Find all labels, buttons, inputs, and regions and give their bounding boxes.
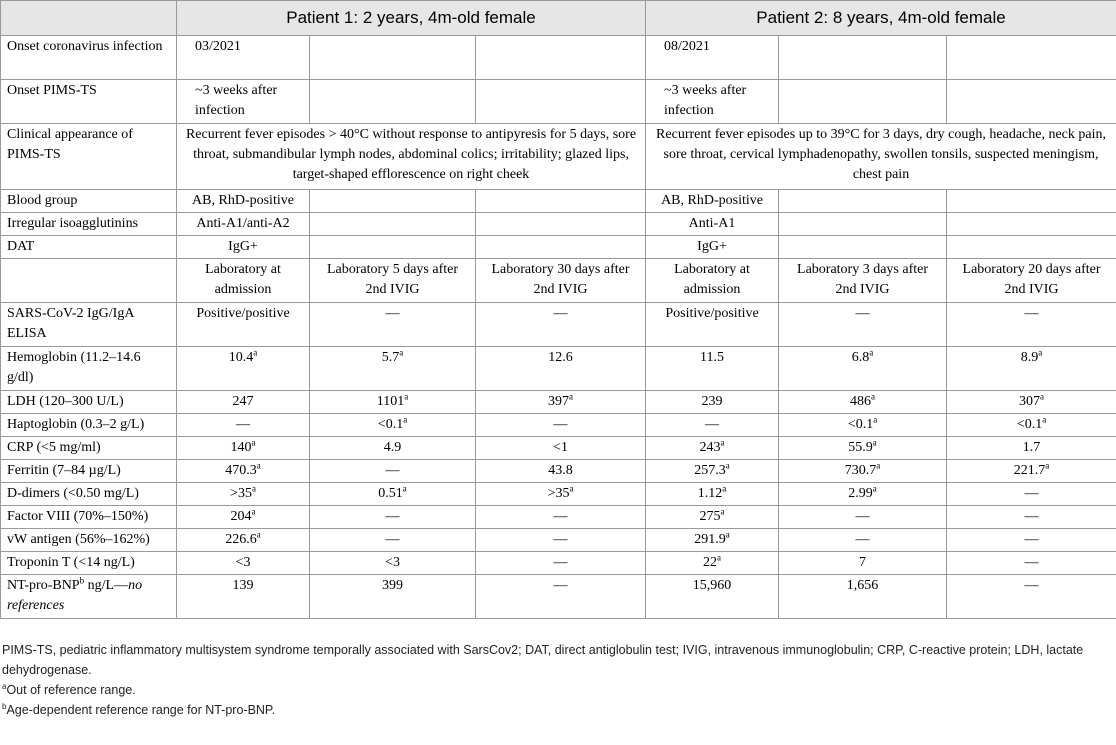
lab-value-cell — [310, 303, 476, 347]
lab-value-cell — [947, 303, 1116, 347]
footnote-b — [2, 700, 1112, 720]
lab-header-p2-day3: Laboratory 3 days after 2nd IVIG — [779, 259, 947, 303]
row-label-italic: no references — [7, 578, 143, 613]
table-row — [1, 483, 1116, 506]
lab-value: — — [1024, 509, 1039, 524]
header-row — [1, 1, 1116, 36]
cell-empty — [476, 213, 646, 236]
row-label-text: Troponin T (<14 ng/L) — [7, 555, 135, 570]
table-row — [1, 190, 1116, 213]
row-label: Blood group — [1, 190, 177, 213]
lab-header-p1-day5: Laboratory 5 days after 2nd IVIG — [310, 259, 476, 303]
lab-value: 226.6 — [225, 532, 257, 547]
cell-p1: ~3 weeks after infection — [177, 80, 310, 124]
lab-value-cell — [779, 437, 947, 460]
row-label — [1, 303, 177, 347]
lab-value: — — [705, 417, 720, 432]
lab-value: 22 — [703, 555, 718, 570]
lab-value: 2.99 — [848, 486, 873, 501]
lab-value-sup: a — [872, 483, 877, 494]
lab-value: — — [855, 532, 870, 547]
lab-value-cell — [310, 347, 476, 391]
lab-value-cell — [177, 506, 310, 529]
lab-value: 5.7 — [381, 350, 400, 365]
row-label — [1, 506, 177, 529]
lab-value: — — [385, 306, 400, 321]
lab-value-cell — [177, 414, 310, 437]
lab-value-cell — [476, 303, 646, 347]
lab-header-p1-day30: Laboratory 30 days after 2nd IVIG — [476, 259, 646, 303]
lab-value-cell — [779, 552, 947, 575]
lab-value-sup: a — [722, 483, 727, 494]
lab-value: 6.8 — [851, 350, 870, 365]
lab-value: <0.1 — [377, 417, 404, 432]
lab-value-sup: a — [725, 460, 730, 471]
table-row — [1, 460, 1116, 483]
cell-p2: ~3 weeks after infection — [646, 80, 779, 124]
row-label-text: vW antigen (56%–162%) — [7, 532, 150, 547]
cell-empty — [1, 259, 177, 303]
row-label — [1, 437, 177, 460]
cell-empty — [476, 36, 646, 80]
lab-value-sup: a — [404, 391, 409, 402]
table-footnotes — [2, 640, 1112, 720]
lab-value-sup: a — [251, 483, 256, 494]
lab-value-cell — [646, 529, 779, 552]
lab-header-p1-admission: Laboratory at admission — [177, 259, 310, 303]
footnote-a-text: Out of reference range. — [6, 683, 136, 697]
table-row — [1, 437, 1116, 460]
lab-value: 55.9 — [848, 440, 873, 455]
cell-empty — [779, 80, 947, 124]
lab-value-sup: a — [402, 483, 407, 494]
table-row — [1, 303, 1116, 347]
footnote-a-mark: a — [2, 681, 7, 691]
lab-value-sup: a — [1045, 460, 1050, 471]
lab-value-cell — [779, 414, 947, 437]
lab-value-cell — [779, 347, 947, 391]
cell-empty — [310, 236, 476, 259]
cell-empty — [947, 36, 1116, 80]
cell-empty — [947, 190, 1116, 213]
lab-value: 10.4 — [228, 350, 254, 365]
lab-value: 247 — [232, 394, 254, 409]
table-row — [1, 124, 1116, 190]
lab-value: Positive/positive — [196, 306, 290, 321]
lab-value-cell — [947, 506, 1116, 529]
row-label: Clinical appearance of PIMS-TS — [1, 124, 177, 190]
lab-value-cell — [177, 552, 310, 575]
row-label — [1, 483, 177, 506]
lab-header-p2-day20: Laboratory 20 days after 2nd IVIG — [947, 259, 1116, 303]
lab-value: — — [855, 306, 870, 321]
cell-empty — [310, 213, 476, 236]
cell-empty — [779, 236, 947, 259]
row-label-text: Haptoglobin (0.3–2 g/L) — [7, 417, 145, 432]
lab-value-cell — [476, 506, 646, 529]
lab-value-sup: a — [253, 347, 258, 358]
lab-value-cell — [947, 483, 1116, 506]
lab-value-cell — [177, 303, 310, 347]
lab-value-cell — [476, 552, 646, 575]
lab-value-cell — [310, 575, 476, 619]
row-label-text: Hemoglobin (11.2–14.6 g/dl) — [7, 350, 141, 385]
cell-empty — [779, 190, 947, 213]
table-row — [1, 347, 1116, 391]
lab-value-cell — [476, 460, 646, 483]
cell-empty — [476, 190, 646, 213]
row-label-sup: b — [79, 575, 85, 586]
lab-value: 257.3 — [694, 463, 726, 478]
cell-p2: 08/2021 — [646, 36, 779, 80]
lab-value-cell — [779, 483, 947, 506]
lab-value: 730.7 — [844, 463, 877, 478]
lab-value: 470.3 — [225, 463, 257, 478]
lab-value-cell — [310, 437, 476, 460]
lab-value-sup: a — [256, 460, 261, 471]
row-label: Onset PIMS-TS — [1, 80, 177, 124]
lab-value: — — [385, 509, 400, 524]
lab-value-sup: a — [251, 437, 256, 448]
lab-value-sup: a — [717, 552, 722, 563]
table-row — [1, 391, 1116, 414]
lab-value: 15,960 — [692, 578, 732, 593]
row-label: Irregular isoagglutinins — [1, 213, 177, 236]
lab-value-cell — [646, 483, 779, 506]
lab-value-cell — [476, 391, 646, 414]
lab-value: — — [385, 463, 400, 478]
lab-value-sup: a — [569, 391, 573, 402]
lab-value-cell — [947, 414, 1116, 437]
lab-value: — — [855, 509, 870, 524]
row-label — [1, 414, 177, 437]
lab-value-cell — [779, 529, 947, 552]
lab-header-p2-admission: Laboratory at admission — [646, 259, 779, 303]
table-row — [1, 236, 1116, 259]
lab-value-cell — [947, 347, 1116, 391]
lab-value: <1 — [553, 440, 568, 455]
lab-value: 399 — [382, 578, 403, 593]
cell-empty — [310, 36, 476, 80]
lab-value: — — [1024, 486, 1039, 501]
lab-value-cell — [476, 414, 646, 437]
row-label-text: CRP (<5 mg/ml) — [7, 440, 101, 455]
cell-empty — [476, 80, 646, 124]
row-label: DAT — [1, 236, 177, 259]
lab-value-sup: a — [873, 414, 878, 425]
lab-value: 1,656 — [846, 578, 879, 593]
row-label-text: Ferritin (7–84 µg/L) — [7, 463, 121, 478]
cell-p1: AB, RhD-positive — [177, 190, 310, 213]
lab-value: — — [553, 306, 568, 321]
cell-empty — [310, 80, 476, 124]
lab-value-cell — [177, 460, 310, 483]
lab-value: 204 — [230, 509, 252, 524]
lab-value: 486 — [850, 394, 872, 409]
lab-value: 221.7 — [1013, 463, 1046, 478]
lab-value: — — [1024, 532, 1039, 547]
cell-empty — [310, 190, 476, 213]
footnote-a — [2, 680, 1112, 700]
lab-value-cell — [779, 303, 947, 347]
row-label — [1, 460, 177, 483]
lab-value-cell — [177, 575, 310, 619]
lab-value-cell — [310, 460, 476, 483]
row-label-text: SARS-CoV-2 IgG/IgA ELISA — [7, 306, 134, 341]
header-patient1: Patient 1: 2 years, 4m-old female — [177, 1, 646, 36]
lab-value-cell — [177, 347, 310, 391]
lab-value: — — [553, 578, 568, 593]
cell-empty — [947, 213, 1116, 236]
lab-value: 239 — [701, 394, 723, 409]
lab-header-row — [1, 259, 1116, 303]
lab-value-cell — [646, 460, 779, 483]
lab-value: 1.12 — [697, 486, 723, 501]
lab-value-sup: a — [403, 414, 408, 425]
lab-value: — — [1024, 306, 1039, 321]
row-label: Onset coronavirus infection — [1, 36, 177, 80]
lab-value-cell — [476, 347, 646, 391]
header-blank — [1, 1, 177, 36]
lab-value: <3 — [385, 555, 400, 570]
lab-value: — — [553, 509, 568, 524]
table-row — [1, 575, 1116, 619]
lab-value: 397 — [548, 394, 569, 409]
lab-value-cell — [947, 391, 1116, 414]
lab-value: 11.5 — [700, 350, 724, 365]
cell-empty — [779, 213, 947, 236]
table-row — [1, 552, 1116, 575]
lab-value-cell — [947, 437, 1116, 460]
lab-value-cell — [476, 575, 646, 619]
lab-value-cell — [310, 529, 476, 552]
row-label-text: NT-pro-BNP — [7, 578, 80, 593]
cell-p1: Anti-A1/anti-A2 — [177, 213, 310, 236]
lab-value: 140 — [230, 440, 252, 455]
lab-value-sup: a — [399, 347, 404, 358]
cell-p1-clinical: Recurrent fever episodes > 40°C without response to antipyresis for 5 days, sore throat, submandibular lymph nodes, abdominal colics; irritability; glazed lips, target-shaped efflorescence on right cheek — [177, 124, 646, 190]
lab-value: — — [236, 417, 250, 432]
lab-value-sup: a — [871, 391, 876, 402]
row-label — [1, 347, 177, 391]
row-label-text: LDH (120–300 U/L) — [7, 394, 124, 409]
lab-value: — — [1024, 578, 1039, 593]
table-row — [1, 414, 1116, 437]
lab-value-cell — [779, 506, 947, 529]
lab-value: — — [553, 532, 568, 547]
lab-value: >35 — [547, 486, 570, 501]
lab-value: 1101 — [376, 394, 405, 409]
lab-value-cell — [310, 506, 476, 529]
lab-value: — — [553, 417, 568, 432]
lab-value: >35 — [230, 486, 252, 501]
lab-value-cell — [476, 483, 646, 506]
lab-value: 43.8 — [548, 463, 573, 478]
lab-value-sup: a — [872, 437, 877, 448]
lab-value: 307 — [1019, 394, 1041, 409]
lab-value-sup: a — [251, 506, 256, 517]
lab-value-sup: a — [256, 529, 261, 540]
lab-value-cell — [310, 391, 476, 414]
lab-value-cell — [646, 347, 779, 391]
lab-value: <0.1 — [847, 417, 874, 432]
cell-p2: AB, RhD-positive — [646, 190, 779, 213]
lab-value-cell — [947, 460, 1116, 483]
lab-value: 291.9 — [694, 532, 726, 547]
cell-empty — [947, 236, 1116, 259]
lab-value-sup: a — [725, 529, 730, 540]
lab-value-sup: a — [876, 460, 881, 471]
table-row — [1, 506, 1116, 529]
cell-empty — [947, 80, 1116, 124]
lab-value-sup: a — [1038, 347, 1043, 358]
lab-value: Positive/positive — [665, 306, 759, 321]
lab-value-cell — [646, 575, 779, 619]
lab-value-sup: a — [720, 437, 725, 448]
lab-value-cell — [947, 575, 1116, 619]
lab-value: — — [553, 555, 568, 570]
lab-value-cell — [947, 552, 1116, 575]
table-row — [1, 529, 1116, 552]
lab-value-cell — [177, 391, 310, 414]
lab-value: <0.1 — [1016, 417, 1043, 432]
lab-value-cell — [779, 575, 947, 619]
lab-value: 12.6 — [548, 350, 573, 365]
table-row — [1, 213, 1116, 236]
lab-value-sup: a — [569, 483, 574, 494]
footnote-b-mark: b — [2, 701, 7, 711]
cell-p1: 03/2021 — [177, 36, 310, 80]
header-patient2: Patient 2: 8 years, 4m-old female — [646, 1, 1116, 36]
lab-value-cell — [310, 414, 476, 437]
lab-value: — — [385, 532, 400, 547]
lab-value-cell — [646, 437, 779, 460]
row-label-text: D-dimers (<0.50 mg/L) — [7, 486, 139, 501]
lab-value: — — [1024, 555, 1039, 570]
lab-value-cell — [646, 506, 779, 529]
footnote-abbreviations: PIMS-TS, pediatric inflammatory multisystem syndrome temporally associated with SarsCov2; DAT, direct antiglobulin test; IVIG, intravenous immunoglobulin; CRP, C-reactive protein; LDH, lactate dehydrogenase. — [2, 643, 1084, 677]
lab-value: 4.9 — [383, 440, 402, 455]
row-label — [1, 529, 177, 552]
lab-value-sup: a — [869, 347, 874, 358]
lab-value-cell — [476, 437, 646, 460]
lab-value: 1.7 — [1022, 440, 1041, 455]
lab-value-cell — [310, 483, 476, 506]
lab-value-cell — [646, 391, 779, 414]
lab-value: <3 — [235, 555, 251, 570]
cell-p2-clinical: Recurrent fever episodes up to 39°C for 3 days, dry cough, headache, neck pain, sore throat, cervical lymphadenopathy, swollen tonsils, suspected meningism, chest pain — [646, 124, 1116, 190]
cell-p1: IgG+ — [177, 236, 310, 259]
lab-value: 139 — [232, 578, 254, 593]
cell-p2: IgG+ — [646, 236, 779, 259]
lab-value: 7 — [859, 555, 867, 570]
row-label — [1, 575, 177, 619]
lab-value: 275 — [699, 509, 721, 524]
table-row — [1, 36, 1116, 80]
lab-value-sup: a — [1040, 391, 1045, 402]
lab-value-sup: a — [1042, 414, 1047, 425]
lab-value-cell — [310, 552, 476, 575]
lab-value-cell — [646, 414, 779, 437]
lab-value-sup: a — [720, 506, 725, 517]
lab-value: 8.9 — [1020, 350, 1039, 365]
lab-value: 0.51 — [378, 486, 403, 501]
row-label — [1, 552, 177, 575]
lab-value-cell — [646, 552, 779, 575]
table-row — [1, 80, 1116, 124]
cell-p2: Anti-A1 — [646, 213, 779, 236]
lab-value-cell — [177, 483, 310, 506]
row-label-text: Factor VIII (70%–150%) — [7, 509, 149, 524]
lab-values-body — [1, 303, 1116, 619]
lab-value-cell — [947, 529, 1116, 552]
lab-value-cell — [646, 303, 779, 347]
cell-empty — [476, 236, 646, 259]
lab-value-cell — [177, 437, 310, 460]
lab-value-cell — [779, 391, 947, 414]
lab-value: 243 — [699, 440, 721, 455]
row-label-rest: ng/L— — [84, 578, 129, 593]
cell-empty — [779, 36, 947, 80]
footnote-b-text: Age-dependent reference range for NT-pro-BNP. — [6, 703, 276, 717]
lab-value-cell — [177, 529, 310, 552]
lab-value-cell — [779, 460, 947, 483]
lab-value-cell — [476, 529, 646, 552]
row-label — [1, 391, 177, 414]
